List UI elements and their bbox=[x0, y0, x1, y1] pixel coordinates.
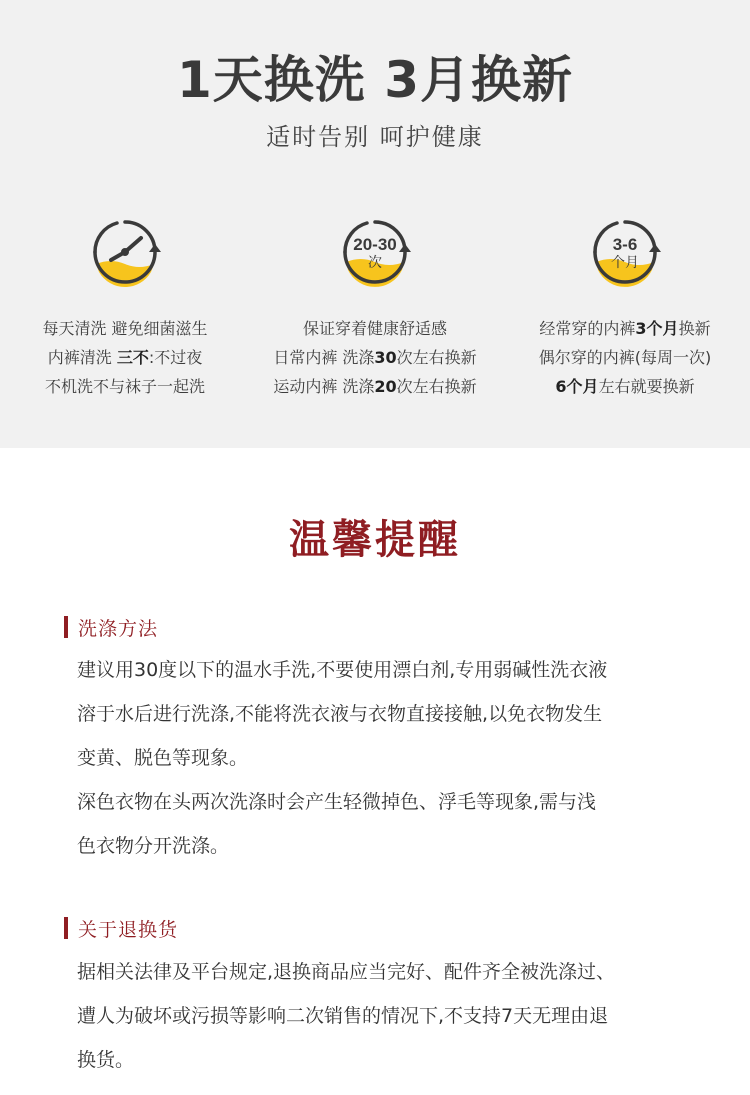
returns-line: 据相关法律及平台规定,退换商品应当完好、配件齐全被洗涤过、 bbox=[77, 961, 616, 983]
washing-method-text bbox=[77, 648, 697, 868]
washing-method-title: 洗涤方法 bbox=[78, 617, 159, 640]
replace-period-line-1: 经常穿的内裤3个月换新 bbox=[539, 319, 711, 338]
returns-line: 换货。 bbox=[77, 1049, 135, 1071]
months-icon bbox=[581, 208, 669, 296]
heading-bar bbox=[64, 917, 68, 939]
daily-wash-line-2: 内裤清洗 三不:不过夜 bbox=[47, 348, 203, 367]
replace-period-info bbox=[500, 314, 750, 401]
wash-count-line-2: 日常内裤 洗涤30次左右换新 bbox=[273, 348, 477, 367]
page-subtitle: 适时告别 呵护健康 bbox=[266, 123, 484, 151]
heading-bar bbox=[64, 616, 68, 638]
wash-count-icon-label: 20-30 bbox=[353, 235, 397, 254]
daily-wash-line-1: 每天清洗 避免细菌滋生 bbox=[42, 319, 208, 338]
washing-line: 变黄、脱色等现象。 bbox=[77, 747, 249, 769]
reminder-title: 温馨提醒 bbox=[289, 517, 461, 563]
returns-title: 关于退换货 bbox=[78, 918, 179, 941]
months-icon-label: 3-6 bbox=[612, 235, 638, 254]
page-title: 1天换洗 3月换新 bbox=[177, 51, 573, 109]
washing-line: 溶于水后进行洗涤,不能将洗衣液与衣物直接接触,以免衣物发生 bbox=[77, 703, 603, 725]
returns-text bbox=[77, 950, 697, 1082]
replace-period-line-2: 偶尔穿的内裤(每周一次) bbox=[538, 348, 712, 367]
wash-count-line-1: 保证穿着健康舒适感 bbox=[302, 319, 447, 338]
daily-wash-line-3: 不机洗不与袜子一起洗 bbox=[44, 377, 205, 396]
replace-period-line-3: 6个月左右就要换新 bbox=[555, 377, 695, 396]
months-icon-unit: 个月 bbox=[611, 255, 639, 271]
wash-count-icon-unit: 次 bbox=[368, 255, 382, 271]
returns-heading bbox=[64, 915, 178, 941]
clock-icon bbox=[81, 208, 169, 296]
wash-count-info bbox=[250, 314, 500, 401]
wash-count-icon bbox=[331, 208, 419, 296]
washing-line: 色衣物分开洗涤。 bbox=[77, 835, 230, 857]
wash-count-line-3: 运动内裤 洗涤20次左右换新 bbox=[273, 377, 477, 396]
washing-line: 深色衣物在头两次洗涤时会产生轻微掉色、浮毛等现象,需与浅 bbox=[77, 791, 597, 813]
washing-method-heading bbox=[64, 614, 158, 640]
daily-wash-info bbox=[0, 314, 250, 401]
washing-line: 建议用30度以下的温水手洗,不要使用漂白剂,专用弱碱性洗衣液 bbox=[77, 659, 608, 681]
returns-line: 遭人为破坏或污损等影响二次销售的情况下,不支持7天无理由退 bbox=[77, 1005, 609, 1027]
